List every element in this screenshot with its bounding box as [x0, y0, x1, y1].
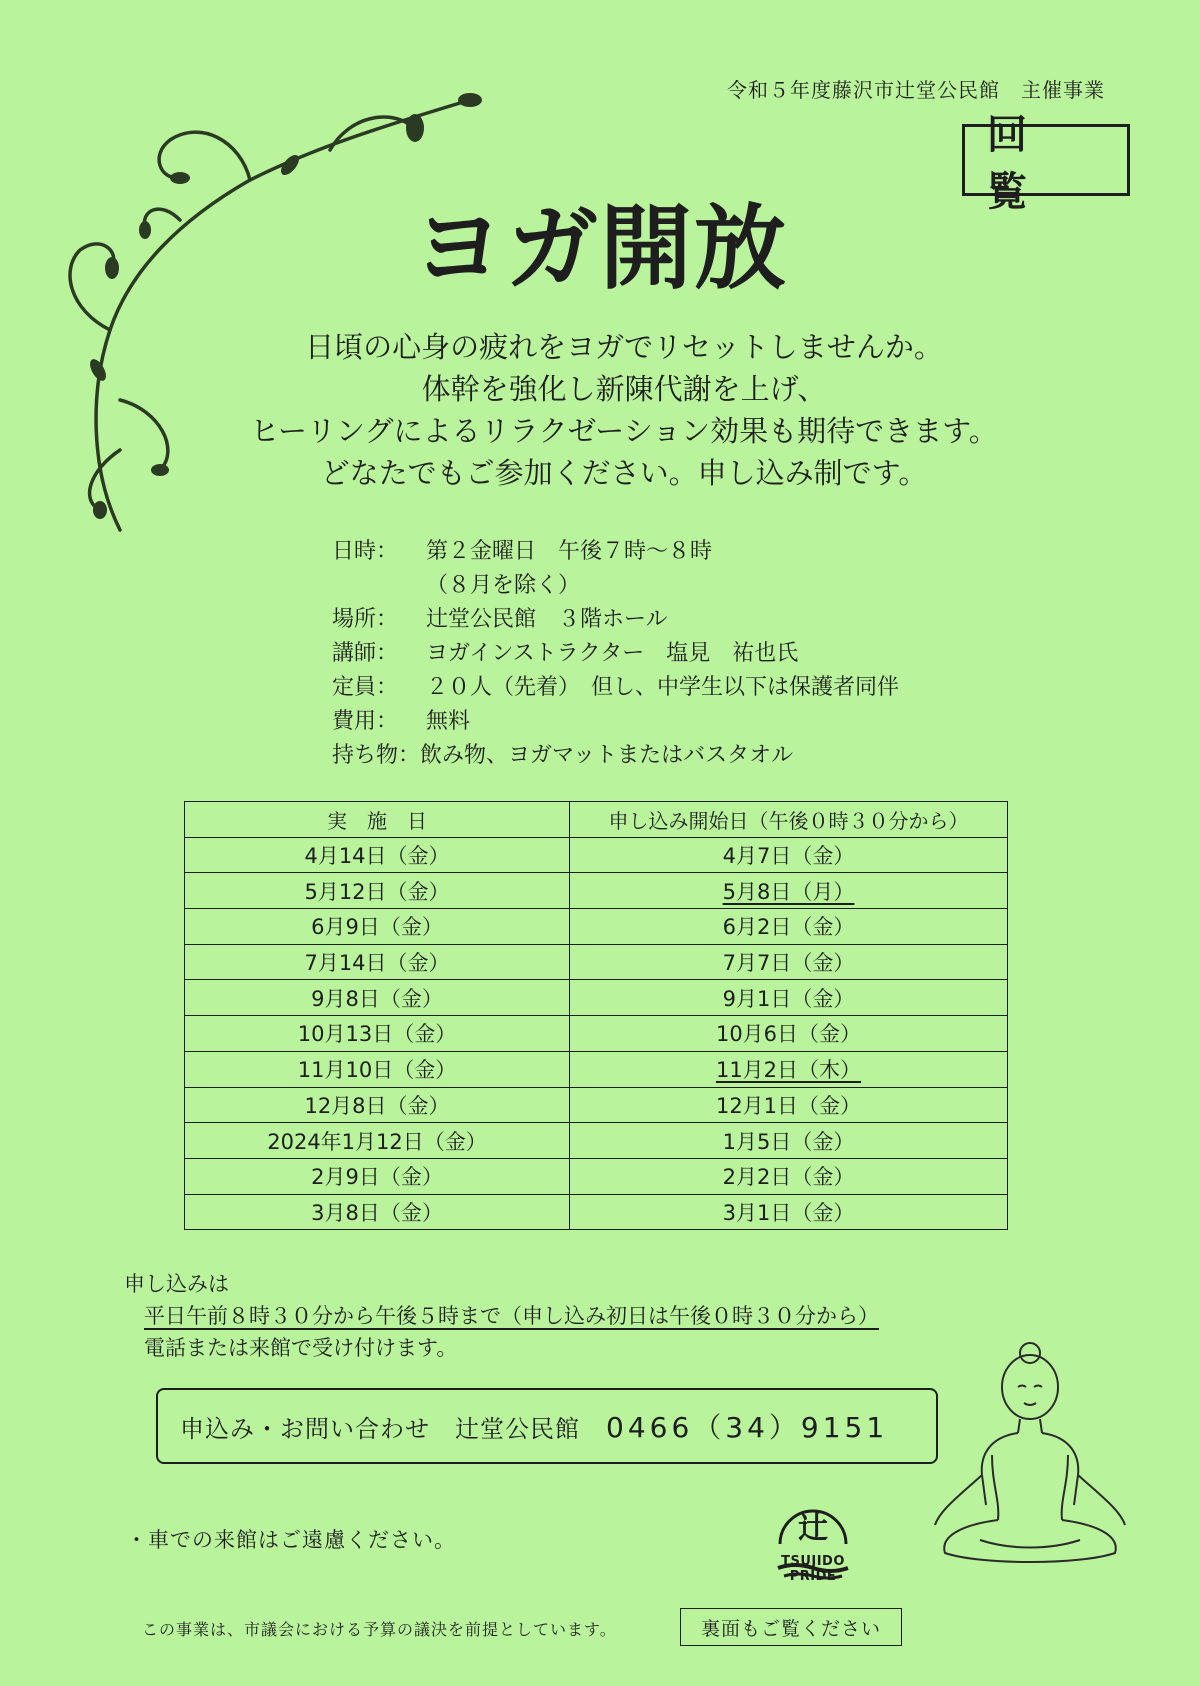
- logo-kanji: 辻: [798, 1511, 828, 1546]
- contact-label: 申込み・お問い合わせ 辻堂公民館: [180, 1414, 580, 1443]
- event-date: 10月13日（金）: [185, 1016, 570, 1052]
- circulation-badge: 回 覧: [962, 124, 1130, 196]
- lead-text: [0, 326, 1200, 494]
- schedule-table: [184, 801, 1008, 1230]
- tsujido-pride-logo: [758, 1492, 868, 1584]
- lead-line: 日頃の心身の疲れをヨガでリセットしませんか。: [305, 330, 943, 364]
- detail-label: 定員：: [332, 675, 399, 700]
- lead-line: ヒーリングによるリラクゼーション効果も期待できます。: [250, 414, 998, 448]
- apply-date: 12月1日（金）: [570, 1087, 1008, 1123]
- event-date: 6月9日（金）: [185, 909, 570, 945]
- table-row: [185, 1051, 1008, 1087]
- fee-value: 無料: [426, 709, 471, 734]
- place-value: 辻堂公民館 ３階ホール: [426, 607, 668, 632]
- lead-line: 体幹を強化し新陳代謝を上げ、: [421, 372, 827, 406]
- apply-date: [570, 873, 1008, 909]
- detail-label: 費用：: [332, 709, 399, 734]
- capacity-value: ２０人（先着） 但し、中学生以下は保護者同伴: [426, 675, 900, 700]
- event-date: 4月14日（金）: [185, 837, 570, 873]
- event-details: [332, 535, 899, 773]
- event-date: 3月8日（金）: [185, 1194, 570, 1230]
- table-row: [185, 873, 1008, 909]
- meditating-woman-illustration: [920, 1325, 1140, 1585]
- column-header: 実 施 日: [185, 802, 570, 838]
- column-header: 申し込み開始日（午後０時３０分から）: [570, 802, 1008, 838]
- table-row: [185, 1158, 1008, 1194]
- apply-date: 9月1日（金）: [570, 980, 1008, 1016]
- detail-label: 場所：: [332, 607, 399, 632]
- apply-date: 6月2日（金）: [570, 909, 1008, 945]
- apply-date-underlined: 11月2日（木）: [715, 1058, 862, 1083]
- table-row: [185, 1016, 1008, 1052]
- datetime-note: （８月を除く）: [426, 573, 581, 598]
- detail-label: 講師：: [332, 641, 399, 666]
- table-header-row: [185, 802, 1008, 838]
- instructor-value: ヨガインストラクター 塩見 祐也氏: [426, 641, 799, 666]
- application-info: [124, 1268, 879, 1364]
- table-row: [185, 1194, 1008, 1230]
- apply-date: 2月2日（金）: [570, 1158, 1008, 1194]
- event-date: 11月10日（金）: [185, 1051, 570, 1087]
- apply-date: 1月5日（金）: [570, 1123, 1008, 1159]
- table-row: [185, 1087, 1008, 1123]
- datetime-value: 第２金曜日 午後７時～８時: [426, 539, 713, 564]
- application-hours: 平日午前８時３０分から午後５時まで（申し込み初日は午後０時３０分から）: [144, 1304, 879, 1328]
- apply-date: [570, 1051, 1008, 1087]
- event-date: 9月8日（金）: [185, 980, 570, 1016]
- event-date: 2月9日（金）: [185, 1158, 570, 1194]
- event-date: 5月12日（金）: [185, 873, 570, 909]
- apply-date-underlined: 5月8日（月）: [722, 879, 855, 904]
- apply-date: 7月7日（金）: [570, 944, 1008, 980]
- apply-date: 4月7日（金）: [570, 837, 1008, 873]
- detail-label: 持ち物：: [332, 743, 421, 768]
- event-date: 7月14日（金）: [185, 944, 570, 980]
- table-row: [185, 944, 1008, 980]
- apply-date: 3月1日（金）: [570, 1194, 1008, 1230]
- car-note: ・車での来館はご遠慮ください。: [126, 1528, 456, 1552]
- organizer-header: 令和５年度藤沢市辻堂公民館 主催事業: [727, 78, 1105, 102]
- event-date: 2024年1月12日（金）: [185, 1123, 570, 1159]
- budget-footnote: この事業は、市議会における予算の議決を前提としています。: [142, 1620, 617, 1639]
- table-row: [185, 980, 1008, 1016]
- page-title: ヨガ開放: [411, 195, 788, 302]
- see-reverse-note: 裏面もご覧ください: [680, 1608, 902, 1646]
- bring-value: 飲み物、ヨガマットまたはバスタオル: [420, 743, 794, 768]
- contact-phone: 0466（34）9151: [606, 1411, 889, 1444]
- application-intro: 申し込みは: [124, 1272, 229, 1296]
- apply-date: 10月6日（金）: [570, 1016, 1008, 1052]
- detail-label: 日時：: [332, 539, 399, 564]
- lead-line: どなたでもご参加ください。申し込み制です。: [320, 456, 928, 490]
- table-row: [185, 1123, 1008, 1159]
- table-row: [185, 837, 1008, 873]
- event-date: 12月8日（金）: [185, 1087, 570, 1123]
- logo-text: TSUJIDO PRIDE: [781, 1554, 845, 1584]
- contact-box: [156, 1388, 938, 1464]
- table-row: [185, 909, 1008, 945]
- application-method: 電話または来館で受け付けます。: [144, 1336, 458, 1360]
